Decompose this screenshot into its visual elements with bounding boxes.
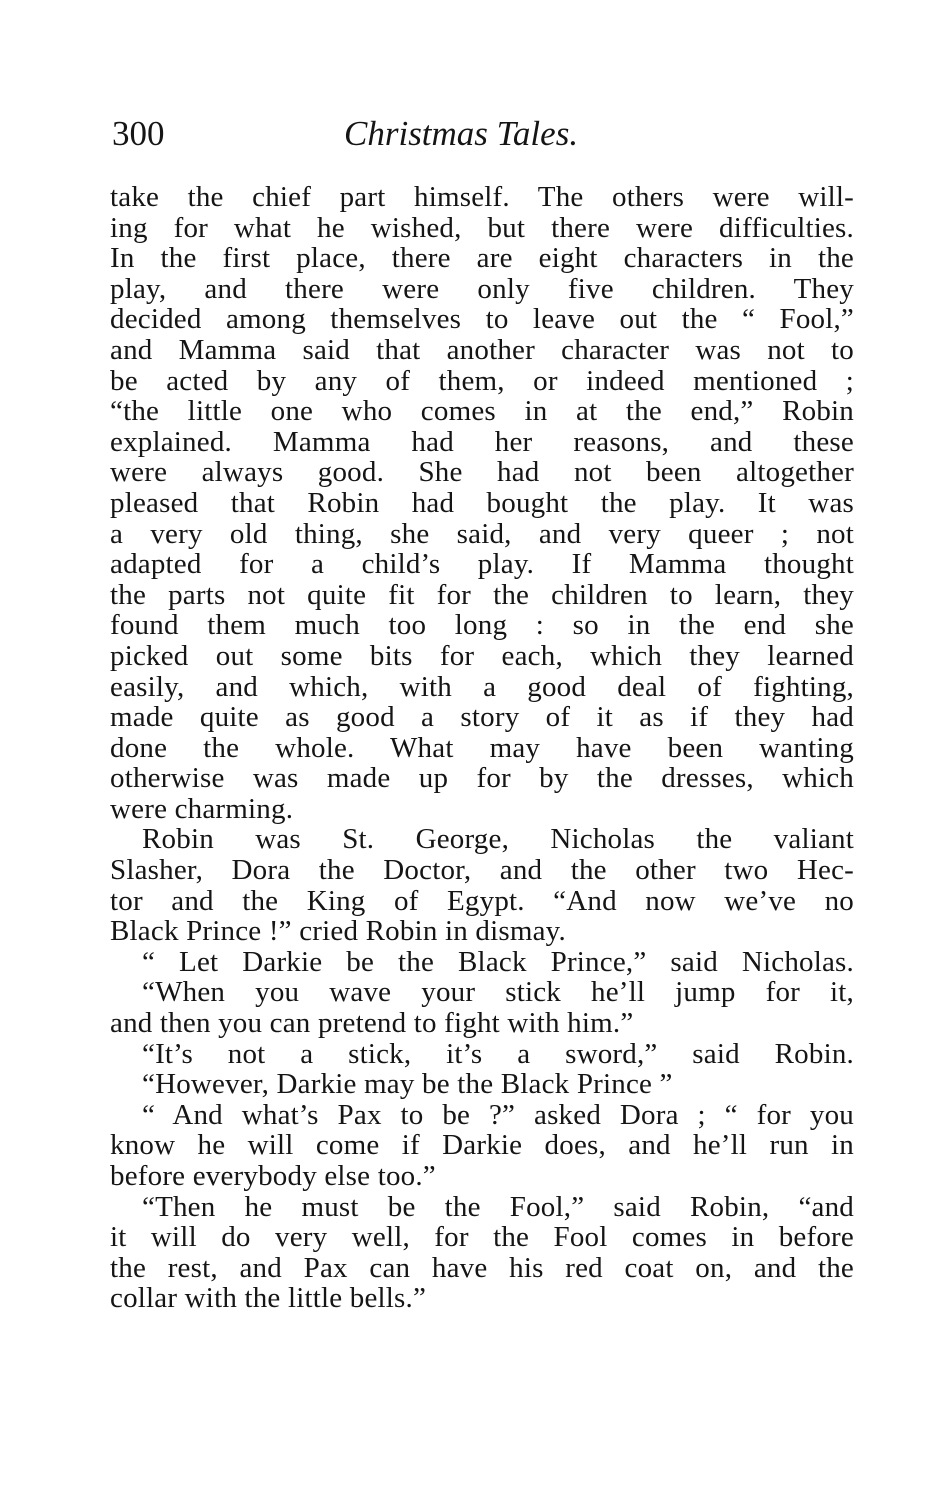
text-line: “Then he must be the Fool,” said Robin, “and — [142, 1190, 854, 1223]
text-line: “It’s not a stick, it’s a sword,” said Robin. — [142, 1037, 854, 1070]
page-header — [112, 112, 854, 156]
text-line: explained. Mamma had her reasons, and these — [110, 425, 854, 458]
text-line: “ Let Darkie be the Black Prince,” said Nicholas. — [142, 945, 854, 978]
text-line: “When you wave your stick he’ll jump for it, — [142, 976, 854, 1009]
text-line: be acted by any of them, or indeed mentioned ; — [110, 364, 854, 397]
text-line: ing for what he wished, but there were difficulties. — [110, 211, 854, 244]
text-line: and then you can pretend to fight with him.” — [110, 1007, 634, 1040]
text-line: tor and the King of Egypt. “And now we’ve no — [110, 884, 854, 917]
text-line: collar with the little bells.” — [110, 1282, 427, 1315]
text-line: Slasher, Dora the Doctor, and the other two Hec- — [110, 854, 854, 887]
text-line: the rest, and Pax can have his red coat on, and the — [110, 1251, 854, 1284]
text-line: “the little one who comes in at the end,” Robin — [110, 395, 854, 428]
text-line: it will do very well, for the Fool comes in before — [110, 1221, 854, 1254]
text-line: and Mamma said that another character was not to — [110, 333, 854, 366]
text-line: play, and there were only five children. They — [110, 272, 854, 305]
running-title: Christmas Tales. — [344, 114, 579, 153]
text-line: otherwise was made up for by the dresses, which — [110, 762, 854, 795]
text-line: were charming. — [110, 792, 294, 825]
text-line: a very old thing, she said, and very queer ; not — [110, 517, 854, 550]
text-line: picked out some bits for each, which they learned — [110, 639, 854, 672]
text-line: “ And what’s Pax to be ?” asked Dora ; “ for you — [142, 1098, 854, 1131]
text-line: found them much too long : so in the end she — [110, 609, 854, 642]
text-line: know he will come if Darkie does, and he’ll run in — [110, 1129, 854, 1162]
text-line: pleased that Robin had bought the play. It was — [110, 486, 854, 519]
text-line: easily, and which, with a good deal of fighting, — [110, 670, 854, 703]
text-line: adapted for a child’s play. If Mamma thought — [110, 548, 854, 581]
text-line: take the chief part himself. The others were will- — [110, 181, 854, 213]
body-text — [110, 182, 854, 1314]
text-line: decided among themselves to leave out the “ Fool,” — [110, 303, 854, 336]
text-line: Robin was St. George, Nicholas the valiant — [142, 823, 854, 856]
text-line: were always good. She had not been altogether — [110, 456, 854, 489]
text-line: Black Prince !” cried Robin in dismay. — [110, 915, 566, 948]
text-line: made quite as good a story of it as if they had — [110, 701, 854, 734]
page-number: 300 — [112, 114, 165, 153]
text-line: done the whole. What may have been wanting — [110, 731, 854, 764]
text-line: before everybody else too.” — [110, 1160, 436, 1192]
text-line: In the first place, there are eight characters in the — [110, 242, 854, 275]
text-line: “However, Darkie may be the Black Prince ” — [142, 1068, 673, 1101]
text-line: the parts not quite fit for the children to learn, they — [110, 578, 854, 611]
